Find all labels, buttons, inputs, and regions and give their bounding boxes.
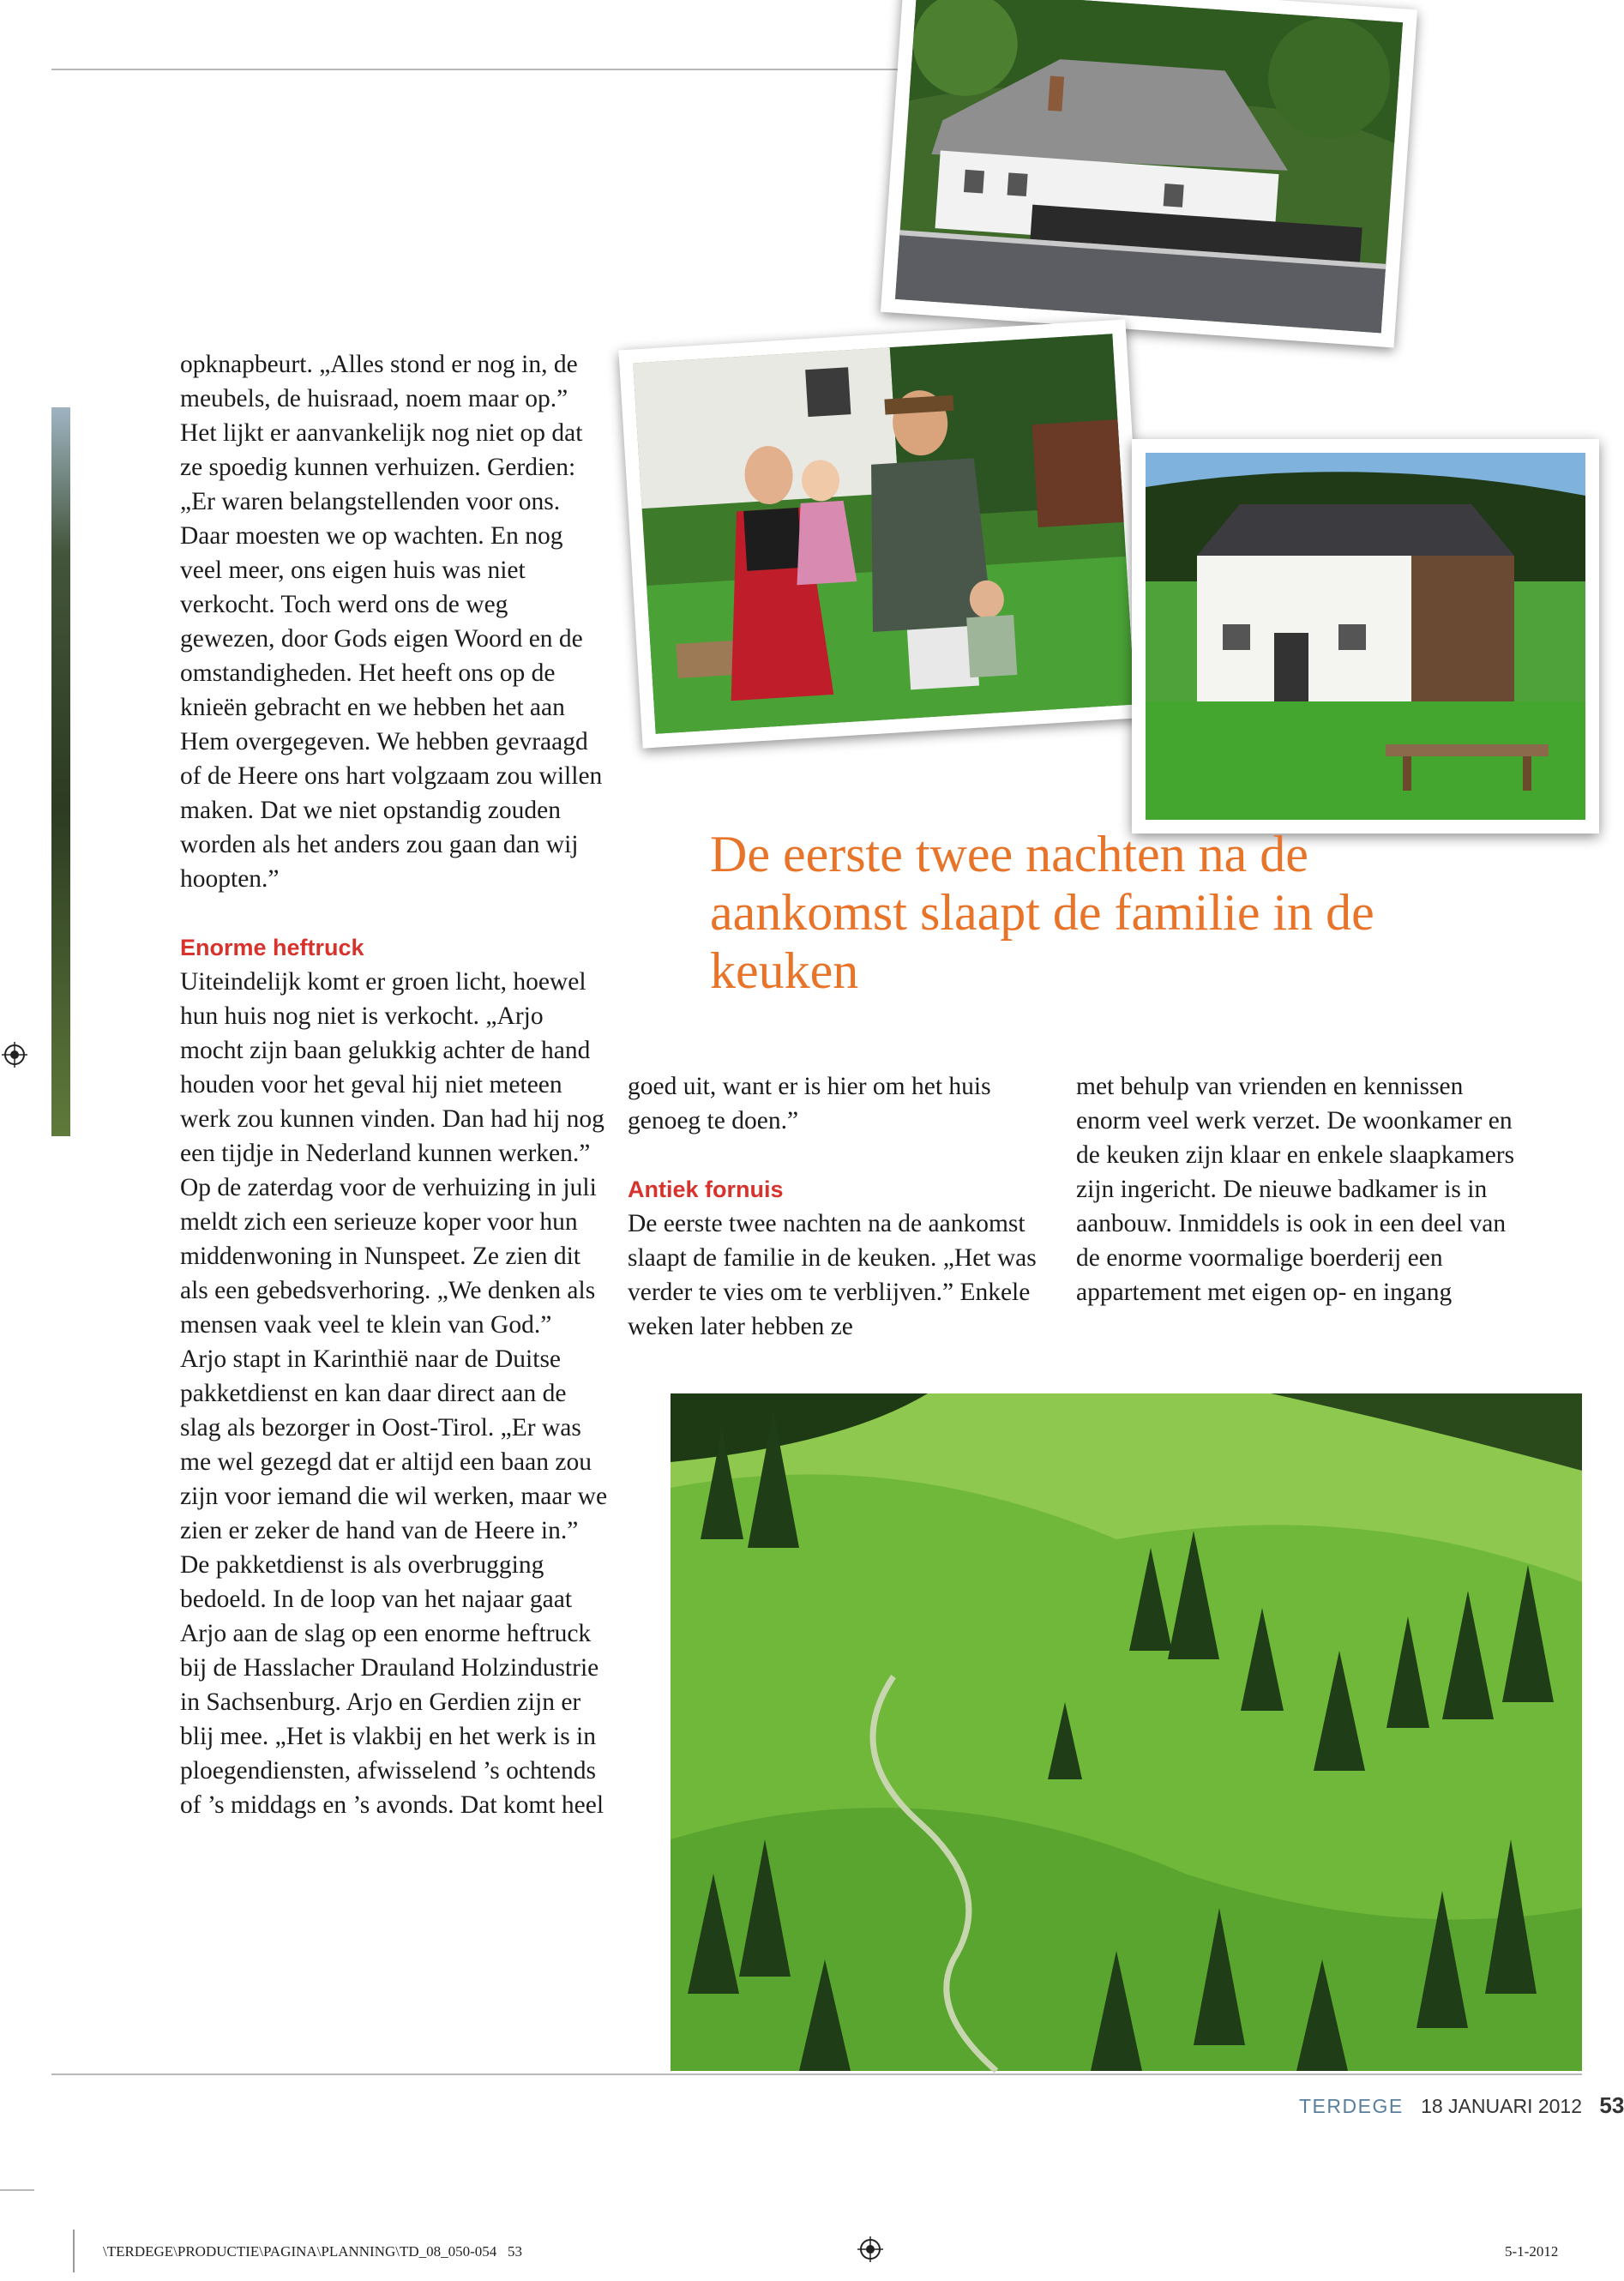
subheading-antiek-fornuis: Antiek fornuis: [628, 1177, 784, 1202]
registration-mark-left: [2, 1042, 27, 1068]
print-slug-path: \TERDEGE\PRODUCTIE\PAGINA\PLANNING\TD_08_050-054 53: [103, 2243, 523, 2260]
footer-date: 18 JANUARI 2012: [1421, 2095, 1583, 2117]
registration-mark-bottom: [857, 2236, 883, 2262]
bottom-rule: [51, 2073, 1582, 2075]
photo-family: [618, 319, 1149, 748]
middle-paragraph-1: goed uit, want er is hier om het huis genoeg te doen.”: [628, 1073, 991, 1134]
middle-paragraph-2: De eerste twee nachten na de aankomst slaapt de familie in de keuken. „Het was verder te vies om te verblijven.” Enkele weken later hebben ze: [628, 1210, 1037, 1340]
photo-house-road: [881, 0, 1417, 347]
page-footer: [1299, 2092, 1624, 2119]
left-paragraph-3: Uiteindelijk komt er groen licht, hoewel hun huis nog niet is verkocht. „Arjo mocht zijn baan gelukkig achter de hand houden voor het geval hij niet meteen werk zou kunnen vinden. Dan had hij nog een tijdje in Nederland kunnen werken.”: [180, 968, 604, 1167]
subheading-enorme-heftruck: Enorme heftruck: [180, 935, 364, 960]
left-paragraph-4: Op de zaterdag voor de verhuizing in juli meldt zich een serieuze koper voor hun middenwoning in Nunspeet. Ze zien dit als een gebedsverhoring. „We denken als mensen vaak veel te klein van God.”: [180, 1174, 597, 1339]
right-paragraph-1: met behulp van vrienden en kennissen enorm veel werk verzet. De woonkamer en de keuken zijn klaar en enkele slaapkamers zijn ingericht. De nieuwe badkamer is in aanbouw. Inmiddels is ook in een deel van de enorme voormalige boerderij een appartement met eigen op- en ingang: [1076, 1073, 1515, 1306]
photo-alpine-valley: [671, 1393, 1582, 2071]
footer-magazine: TERDEGE: [1299, 2095, 1404, 2117]
pull-quote: De eerste twee nachten na de aankomst slaapt de familie in de keuken: [710, 826, 1374, 999]
middle-column: [628, 1069, 1056, 1344]
left-paragraph-6: De pakketdienst is als overbrugging bedoeld. In de loop van het najaar gaat Arjo aan de slag op een enorme heftruck bij de Hasslacher Drauland Holzindustrie in Sachsenburg. Arjo en Gerdien zijn er blij mee. „Het is vlakbij en het werk is in ploegendiensten, afwisselend ’s ochtends of ’s middags en ’s avonds. Dat komt heel: [180, 1551, 604, 1819]
top-rule: [51, 69, 909, 70]
photo-farmhouse: [1132, 439, 1599, 834]
left-paragraph-1: opknapbeurt. „Alles stond er nog in, de meubels, de huisraad, noem maar op.”: [180, 351, 578, 412]
bottom-left-tick: [0, 2189, 34, 2191]
left-paragraph-5: Arjo stapt in Karinthië naar de Duitse pakketdienst en kan daar direct aan de slag als bezorger in Oost-Tirol. „Er was me wel gezegd dat er altijd een baan zou zijn voor iemand die wil werken, maar we zien er zeker de hand van de Heere in.”: [180, 1345, 608, 1544]
slug-divider: [73, 2230, 75, 2272]
footer-page-number: 53: [1599, 2092, 1624, 2118]
left-edge-photo-strip: [51, 407, 70, 1136]
right-column: [1076, 1069, 1522, 1309]
left-paragraph-2: Het lijkt er aanvankelijk nog niet op dat ze spoedig kunnen verhuizen. Gerdien: „Er waren belangstellenden voor ons. Daar moesten we op wachten. En nog veel meer, ons eigen huis was niet verkocht. Toch werd ons de weg gewezen, door Gods eigen Woord en de omstandigheden. Het heeft ons op de knieën gebracht en we hebben het aan Hem overgegeven. We hebben gevraagd of de Heere ons hart volgzaam zou willen maken. Dat we niet opstandig zouden worden als het anders zou gaan dan wij hoopten.”: [180, 419, 603, 893]
left-column: [180, 347, 609, 1822]
print-slug-date: 5-1-2012: [1505, 2243, 1559, 2260]
